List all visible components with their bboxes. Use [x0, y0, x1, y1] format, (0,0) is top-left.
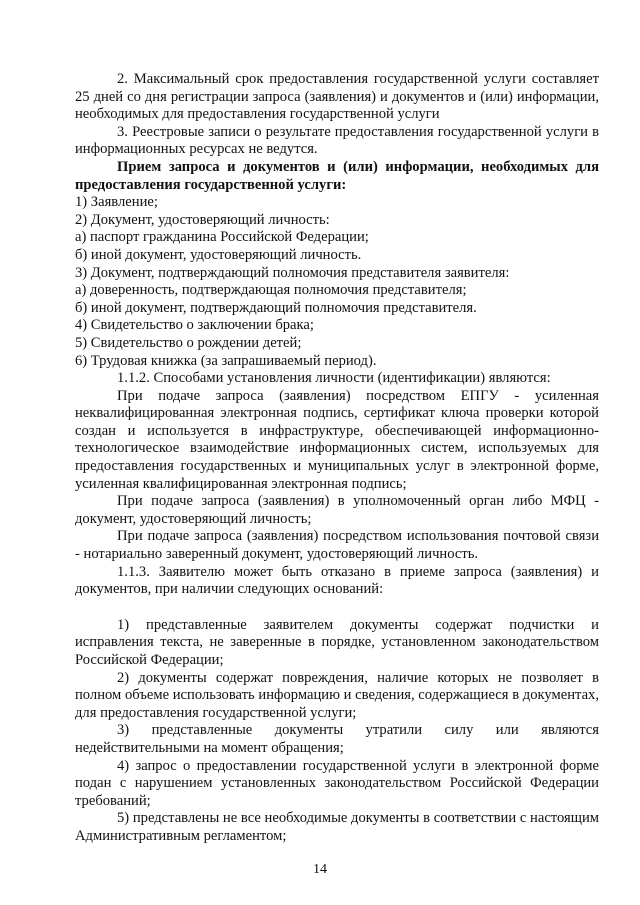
paragraph-identification: 1.1.2. Способами установления личности (идентификации) являются: [117, 370, 551, 387]
page-number: 14 [313, 862, 327, 877]
list-item: 1) представленные заявителем документы содержат подчистки и исправления текста, не заверенные в порядке, установленном законодательством Российской Федерации; [75, 616, 599, 668]
paragraph-max-term: 2. Максимальный срок предоставления государственной услуги составляет 25 дней со дня регистрации запроса (заявления) и документов и (или) информации, необходимых для предоставления государственной услуги [75, 71, 599, 123]
list-item: 2) Документ, удостоверяющий личность: [75, 211, 330, 228]
list-item: 4) запрос о предоставлении государственной услуги в электронной форме подан с нарушением установленных законодательством Российской Федерации требований; [75, 757, 599, 809]
list-item: 6) Трудовая книжка (за запрашиваемый период). [75, 352, 377, 369]
list-item: а) паспорт гражданина Российской Федерации; [75, 229, 369, 246]
list-item: 2) документы содержат повреждения, наличие которых не позволяет в полном объеме использовать информацию и сведения, содержащиеся в документах, для предоставления государственной услуги; [75, 669, 599, 721]
list-item: б) иной документ, подтверждающий полномочия представителя. [75, 299, 477, 316]
list-item: 4) Свидетельство о заключении брака; [75, 317, 314, 334]
section-heading: Прием запроса и документов и (или) информации, необходимых для предоставления государственной услуги: [75, 158, 599, 193]
document-body [75, 71, 599, 846]
list-item: б) иной документ, удостоверяющий личность. [75, 246, 362, 263]
paragraph-mfc: При подаче запроса (заявления) в уполномоченный орган либо МФЦ - документ, удостоверяющий личность; [75, 493, 599, 527]
blank-line [75, 599, 599, 617]
paragraph-epgu: При подаче запроса (заявления) посредством ЕПГУ - усиленная неквалифицированная электронная подпись, сертификат ключа проверки которой создан и используется в инфраструктуре, обеспечивающей информационно-технологическое взаимодействие информационных систем, используемых для предоставления государственных и муниципальных услуг в электронной форме, усиленная квалифицированная электронная подпись; [75, 387, 599, 492]
list-item: 3) представленные документы утратили силу или являются недействительными на момент обращения; [75, 722, 599, 756]
list-item: 1) Заявление; [75, 194, 158, 211]
list-item: 5) Свидетельство о рождении детей; [75, 334, 302, 351]
list-item: 3) Документ, подтверждающий полномочия представителя заявителя: [75, 264, 510, 281]
paragraph-refusal-grounds: 1.1.3. Заявителю может быть отказано в приеме запроса (заявления) и документов, при наличии следующих оснований: [75, 563, 599, 598]
list-item: 5) представлены не все необходимые документы в соответствии с настоящим Административным регламентом; [75, 810, 599, 844]
paragraph-postal: При подаче запроса (заявления) посредством использования почтовой связи - нотариально заверенный документ, удостоверяющий личность. [75, 528, 599, 563]
list-item: а) доверенность, подтверждающая полномочия представителя; [75, 282, 467, 299]
paragraph-registry-records: 3. Реестровые записи о результате предоставления государственной услуги в информационных ресурсах не ведутся. [75, 123, 599, 158]
